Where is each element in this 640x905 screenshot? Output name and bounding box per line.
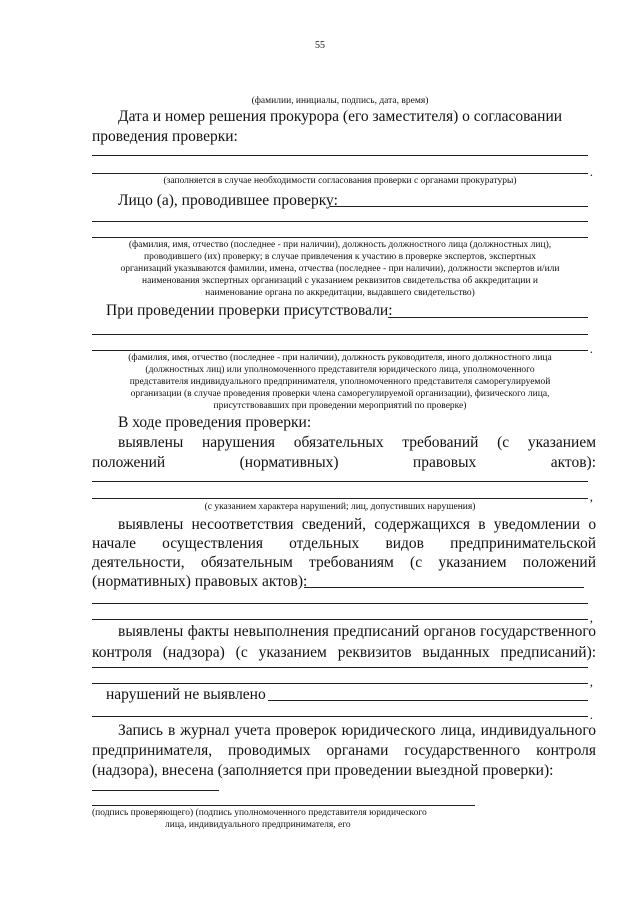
decision-line-2: проведения проверки: [92,128,238,145]
inspector-label: Лицо (а), проводившее проверку: [118,192,338,209]
inspector-rule-inline [330,206,588,207]
present-label: При проведении проверки присутствовали: [106,302,393,319]
caption-inspector-4: наименования экспертных организаций с указанием реквизитов свидетельства об аккредитации и [141,276,538,286]
present-rule-inline [388,317,588,318]
caption-present-5: присутствовавших при проведении мероприятий по проверке) [213,401,467,411]
inspector-rule-2 [92,237,588,238]
caption-inspector-5: наименование органа по аккредитации, выдавшего свидетельство) [205,288,475,298]
inspector-rule-1 [92,221,588,222]
decision-rule-2 [92,173,588,174]
mismatch-line-1: выявлены несоответствия сведений, содержащихся в уведомлении о [118,516,597,533]
journal-signature-rule [92,790,219,791]
no-violations-rule-inline [268,700,588,701]
violations-line-1: выявлены нарушения обязательных требований (с указанием [118,434,597,451]
mismatch-line-3: деятельности, обязательным требованиям (с указанием положений [92,554,596,571]
caption-violation-note: (с указанием характера нарушений; лиц, допустивших нарушения) [204,502,476,512]
caption-signature-bottom-1: (подпись проверяющего) (подпись уполномоченного представителя юридического [92,808,427,818]
present-rule-1 [92,334,588,335]
caption-present-4: организации (в случае проведения проверки члена саморегулируемой организации), физического лица, [130,389,550,399]
violations-rule-1 [92,481,588,482]
no-violations-label: нарушений не выявлено [106,686,266,703]
present-rule-2 [92,350,588,351]
caption-present-1: (фамилия, имя, отчество (последнее - при наличии), должность руководителя, иного должностного лица [128,353,552,363]
journal-line-3: (надзора), внесена (заполняется при проведении выездной проверки): [92,762,554,779]
caption-inspector-3: организаций указываются фамилии, имена, отчества (последнее - при наличии), должности экспертов и/или [120,264,560,274]
journal-line-1: Запись в журнал учета проверок юридического лица, индивидуального [118,722,597,739]
violations-rule-2 [92,498,588,499]
caption-signature-time: (фамилии, инициалы, подпись, дата, время) [251,96,429,106]
decision-line-1: Дата и номер решения прокурора (его заместителя) о согласовании [118,108,563,125]
caption-inspector-1: (фамилия, имя, отчество (последнее - при наличии), должность должностного лица (должностных лиц), [128,240,552,250]
caption-prosecutor-note: (заполняется в случае необходимости согласования проверки с органами прокуратуры) [163,176,517,186]
orders-rule-1 [92,667,588,668]
journal-line-2: предпринимателя, проводимых органами государственного контроля [92,742,596,759]
during-label: В ходе проведения проверки: [118,414,312,431]
bottom-signature-rule [92,805,475,806]
caption-present-3: представителя индивидуального предпринимателя, уполномоченного представителя саморегулируемой [129,377,551,387]
page-number: 55 [315,40,325,51]
mismatch-rule-1 [92,603,588,604]
orders-rule-2 [92,683,588,684]
decision-rule-1 [92,155,588,156]
mismatch-rule-2 [92,619,588,620]
orders-line-2: контроля (надзора) (с указанием реквизитов выданных предписаний): [92,644,597,661]
mismatch-rule-inline [304,587,584,588]
orders-line-1: выявлены факты невыполнения предписаний органов государственного [118,623,597,640]
no-violations-rule-2 [92,716,588,717]
mismatch-line-2: начале осуществления отдельных видов предпринимательской [92,535,596,552]
caption-present-2: (должностных лиц) или уполномоченного представителя юридического лица, уполномоченного [145,365,535,375]
violations-line-2: положений (нормативных) правовых актов): [92,454,596,471]
caption-signature-bottom-2: лица, индивидуального предпринимателя, его [165,820,351,830]
mismatch-line-4: (нормативных) правовых актов): [92,573,308,590]
caption-inspector-2: проводившего (их) проверку; в случае привлечения к участию в проверке экспертов, экспертных [144,252,536,262]
